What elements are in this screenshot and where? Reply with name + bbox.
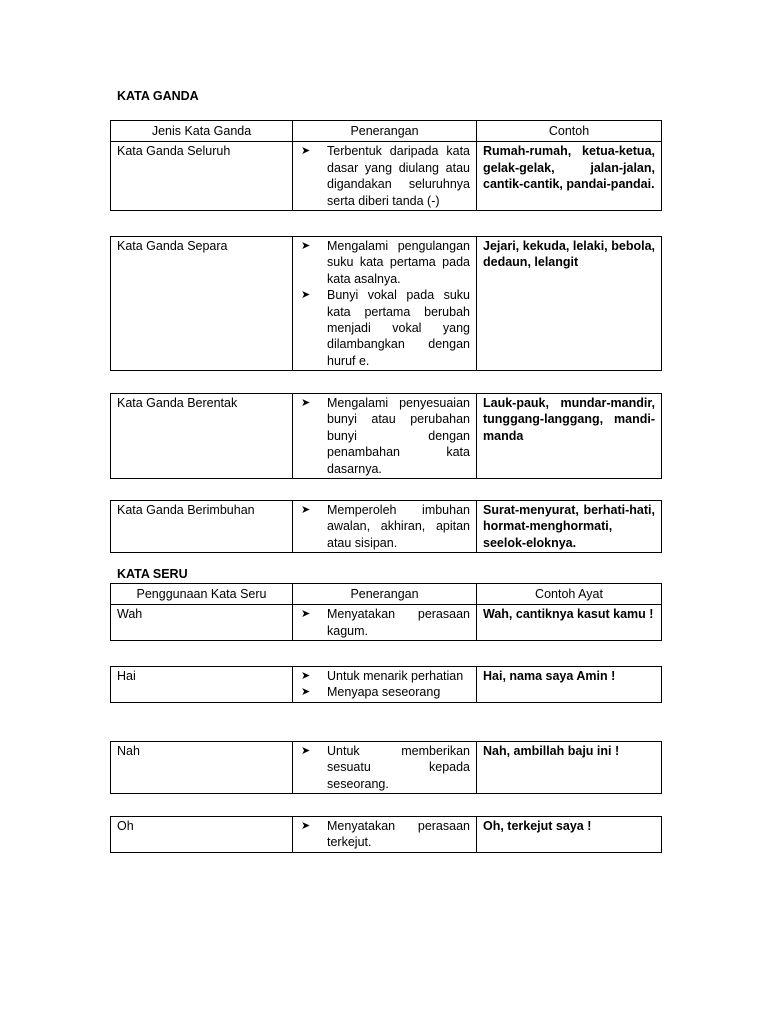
penerangan-cell (293, 742, 477, 794)
list-item: ➤ Menyatakan perasaan terkejut. (301, 819, 470, 850)
contoh-cell: Hai, nama saya Amin ! (477, 667, 662, 703)
list-item: ➤ Menyapa seseorang (301, 685, 441, 700)
contoh-cell: Oh, terkejut saya ! (477, 817, 662, 853)
kata-ganda-table-4 (110, 500, 662, 553)
contoh-cell: Surat-menyurat, berhati-hati, hormat-menghormati, seelok-eloknya. (477, 501, 662, 553)
table-header-row (111, 121, 662, 142)
header-contoh-ayat: Contoh Ayat (477, 584, 662, 605)
contoh-cell: Rumah-rumah, ketua-ketua, gelak-gelak, jalan-jalan, cantik-cantik, pandai-pandai. (477, 142, 662, 211)
header-jenis: Jenis Kata Ganda (111, 121, 293, 142)
arrowhead-bullet-icon: ➤ (301, 240, 311, 252)
list-item: ➤ Terbentuk daripada kata dasar yang diulang atau digandakan seluruhnya serta diberi tanda (-) (301, 144, 470, 208)
penerangan-cell (293, 142, 477, 211)
list-item: ➤ Memperoleh imbuhan awalan, akhiran, apitan atau sisipan. (301, 503, 470, 550)
penerangan-cell (293, 501, 477, 553)
arrowhead-bullet-icon: ➤ (301, 745, 311, 757)
contoh-cell: Lauk-pauk, mundar-mandir, tunggang-langgang, mandi-manda (477, 394, 662, 479)
arrowhead-bullet-icon: ➤ (301, 504, 311, 516)
arrowhead-bullet-icon: ➤ (301, 289, 311, 302)
arrowhead-bullet-icon: ➤ (301, 820, 311, 832)
table-row (111, 605, 662, 641)
table-header-row (111, 584, 662, 605)
list-item: ➤ Bunyi vokal pada suku kata pertama berubah menjadi vokal yang dilambangkan dengan huruf e. (301, 288, 470, 368)
table-row (111, 817, 662, 853)
kata-seru-table-3 (110, 741, 662, 794)
table-row (111, 667, 662, 703)
jenis-cell: Wah (111, 605, 293, 641)
list-item: ➤ Untuk memberikan sesuatu kepada seseorang. (301, 744, 470, 791)
kata-ganda-table-2 (110, 236, 662, 371)
list-item: ➤ Menyatakan perasaan kagum. (301, 607, 470, 638)
table-row (111, 394, 662, 479)
arrowhead-bullet-icon: ➤ (301, 670, 311, 682)
arrowhead-bullet-icon: ➤ (301, 608, 311, 621)
list-item: ➤ Mengalami penyesuaian bunyi atau perubahan bunyi dengan penambahan kata dasarnya. (301, 396, 470, 476)
contoh-cell: Wah, cantiknya kasut kamu ! (477, 605, 662, 641)
kata-seru-title: KATA SERU (117, 567, 188, 581)
kata-ganda-table-1 (110, 120, 662, 211)
kata-seru-table-2 (110, 666, 662, 703)
header-penerangan: Penerangan (293, 584, 477, 605)
penerangan-cell (293, 817, 477, 853)
kata-seru-table-1 (110, 583, 662, 641)
header-penerangan: Penerangan (293, 121, 477, 142)
penerangan-cell (293, 667, 477, 703)
penerangan-cell (293, 237, 477, 371)
jenis-cell: Hai (111, 667, 293, 703)
penerangan-cell (293, 394, 477, 479)
contoh-cell: Jejari, kekuda, lelaki, bebola, dedaun, lelangit (477, 237, 662, 371)
header-penggunaan: Penggunaan Kata Seru (111, 584, 293, 605)
jenis-cell: Kata Ganda Separa (111, 237, 293, 371)
table-row (111, 237, 662, 371)
list-item: ➤ Mengalami pengulangan suku kata pertama pada kata asalnya. (301, 239, 470, 286)
contoh-cell: Nah, ambillah baju ini ! (477, 742, 662, 794)
jenis-cell: Oh (111, 817, 293, 853)
table-row (111, 501, 662, 553)
kata-ganda-title: KATA GANDA (117, 89, 199, 103)
jenis-cell: Kata Ganda Berentak (111, 394, 293, 479)
penerangan-cell (293, 605, 477, 641)
list-item: ➤ Untuk menarik perhatian (301, 669, 464, 683)
header-contoh: Contoh (477, 121, 662, 142)
arrowhead-bullet-icon: ➤ (301, 145, 311, 158)
kata-seru-table-4 (110, 816, 662, 853)
jenis-cell: Kata Ganda Berimbuhan (111, 501, 293, 553)
table-row (111, 142, 662, 211)
jenis-cell: Kata Ganda Seluruh (111, 142, 293, 211)
jenis-cell: Nah (111, 742, 293, 794)
table-row (111, 742, 662, 794)
arrowhead-bullet-icon: ➤ (301, 686, 311, 699)
arrowhead-bullet-icon: ➤ (301, 397, 311, 409)
kata-ganda-table-3 (110, 393, 662, 479)
